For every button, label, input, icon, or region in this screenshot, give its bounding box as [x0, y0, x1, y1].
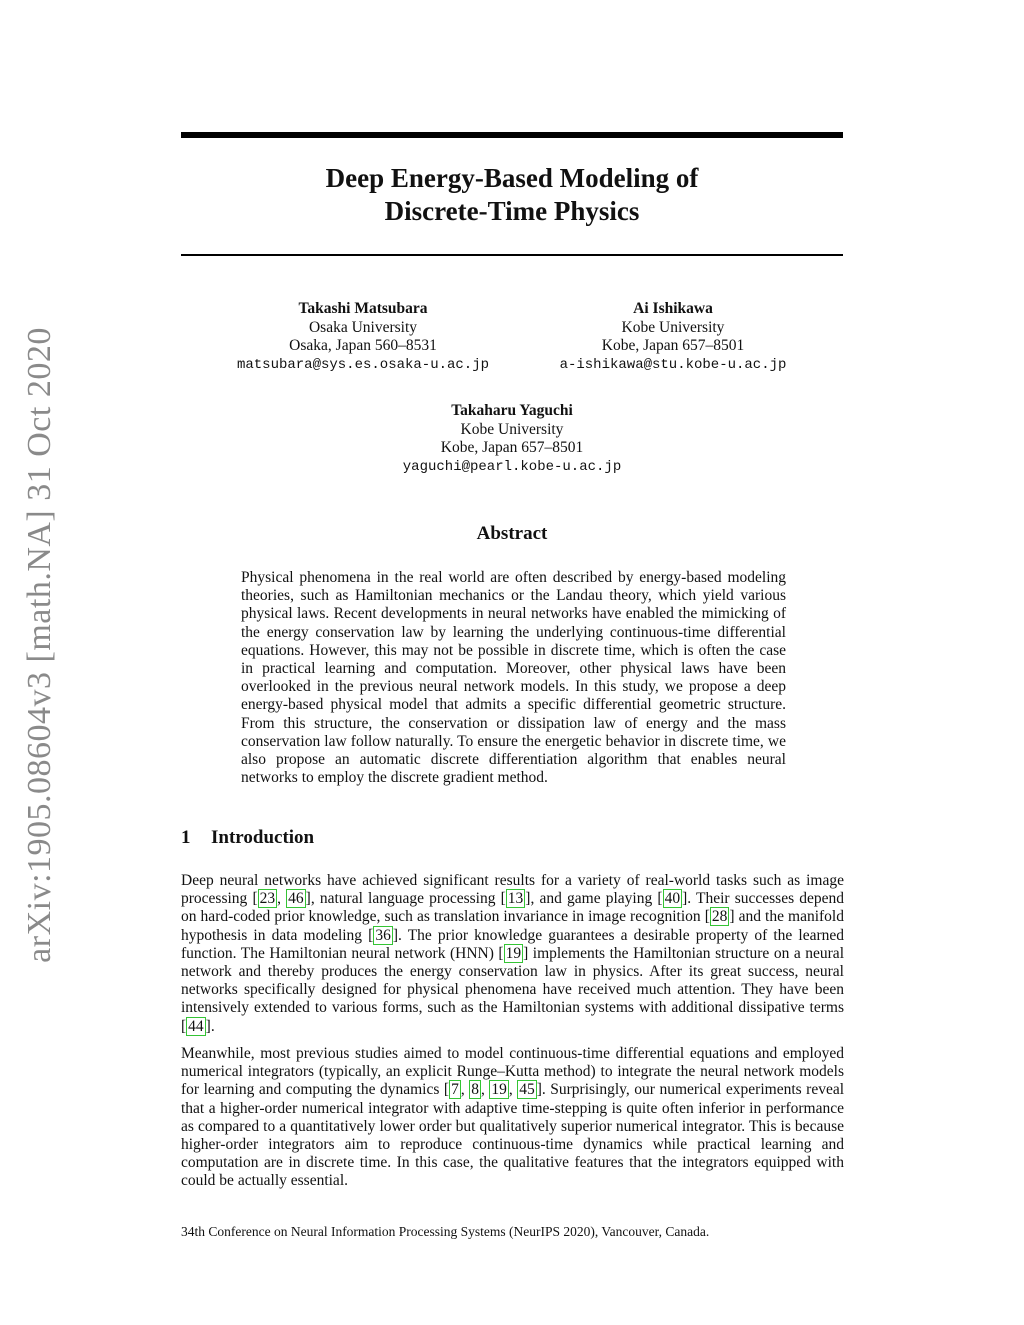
body-text: ]. The prior knowledge guarantees a desirable property of the learned function. The Hamiltonian neural network (HNN) [	[181, 926, 844, 962]
intro-paragraph-1	[181, 872, 844, 1036]
citation-link[interactable]: 44	[188, 1017, 204, 1035]
title-line-2: Discrete-Time Physics	[384, 196, 640, 226]
author-address: Osaka, Japan 560–8531	[289, 337, 437, 354]
citation-link[interactable]: 13	[507, 890, 524, 908]
body-text: Deep neural networks have achieved significant results for a variety of real-world tasks such as image processing [	[181, 872, 844, 908]
author-name: Ai Ishikawa	[633, 300, 713, 317]
author-name: Takaharu Yaguchi	[451, 402, 573, 419]
author-email[interactable]: a-ishikawa@stu.kobe-u.ac.jp	[559, 356, 787, 373]
author-block	[193, 300, 533, 374]
author-block	[503, 300, 843, 374]
citation-link[interactable]: 19	[491, 1081, 507, 1099]
conference-footnote: 34th Conference on Neural Information Processing Systems (NeurIPS 2020), Vancouver, Canada.	[181, 1224, 710, 1239]
body-text: ,	[277, 890, 287, 908]
title-rule-top	[181, 132, 843, 138]
body-text: ] implements the Hamiltonian structure on a neural network and thereby produces the energy conservation law in physics. After its great success, neural networks specifically designed for physical phenomena have received much attention. They have been intensively extended to various forms, such as the Hamiltonian systems with additional dissipative terms [	[181, 944, 844, 1035]
body-text: ], natural language processing [	[305, 890, 506, 908]
arxiv-id: arXiv:1905.08604v3 [math.NA] 31 Oct 2020	[21, 327, 58, 963]
author-email[interactable]: yaguchi@pearl.kobe-u.ac.jp	[402, 458, 622, 475]
citation-link[interactable]: 8	[471, 1081, 479, 1099]
citation-link[interactable]: 45	[519, 1081, 535, 1099]
body-text: ] and the manifold hypothesis in data modeling [	[181, 908, 844, 944]
author-affiliation: Kobe University	[460, 420, 564, 438]
author-email[interactable]: matsubara@sys.es.osaka-u.ac.jp	[236, 356, 490, 373]
intro-paragraph-2	[181, 1045, 844, 1191]
body-text: ,	[508, 1081, 518, 1099]
body-text: ,	[480, 1081, 490, 1099]
author-address: Kobe, Japan 657–8501	[440, 439, 584, 456]
arxiv-stamp	[12, 327, 68, 963]
author-block	[342, 402, 682, 476]
body-text: ,	[460, 1081, 470, 1099]
author-address: Kobe, Japan 657–8501	[601, 337, 745, 354]
citation-link[interactable]: 7	[451, 1081, 459, 1099]
author-name: Takashi Matsubara	[298, 300, 428, 317]
abstract-text: Physical phenomena in the real world are often described by energy-based modeling theories, such as Hamiltonian mechanics or the Landau theory, which yield various physical laws. Recent developments in neural networks have enabled the mimicking of the energy conservation law by learning the underlying continuous-time differential equations. However, this may not be possible in discrete time, which is often the case in practical learning and computation. Moreover, other physical laws have been overlooked in the previous neural network models. In this study, we propose a deep energy-based physical model that admits a specific differential geometric structure. From this structure, the conservation or dissipation law of energy and the mass conservation law follow naturally. To ensure the energetic behavior in discrete time, we also propose an automatic discrete differentiation algorithm that enables neural networks to employ the discrete gradient method.	[241, 569, 786, 787]
section-number: 1	[181, 827, 191, 848]
body-text: ]. Surprisingly, our numerical experiments reveal that a higher-order numerical integrator with adaptive time-stepping is quite often inferior in performance as compared to a quantitatively lower order but qualitatively superior numerical integrator. This is because higher-order integrators aim to reproduce continuous-time dynamics while practical learning and computation are in discrete time. In this case, the qualitative features that the integrators equipped with could be actually essential.	[181, 1081, 845, 1190]
author-affiliation: Kobe University	[621, 318, 725, 336]
body-text: ], and game playing [	[525, 890, 663, 908]
citation-link[interactable]: 36	[375, 926, 391, 944]
body-text: Meanwhile, most previous studies aimed to model continuous-time differential equations and employed numerical integrators (typically, an explicit Runge–Kutta method) to integrate the neural network models for learning and computing the dynamics [	[181, 1045, 844, 1099]
abstract-heading: Abstract	[476, 523, 548, 544]
citation-link[interactable]: 28	[711, 908, 728, 926]
citation-link[interactable]: 46	[288, 890, 304, 908]
section-heading	[181, 827, 314, 849]
title-line-1: Deep Energy-Based Modeling of	[325, 163, 699, 193]
body-text: ].	[205, 1017, 215, 1035]
body-text: ]. Their successes depend on hard-coded prior knowledge, such as translation invariance in image recognition [	[181, 890, 845, 926]
section-title: Introduction	[211, 827, 315, 848]
author-affiliation: Osaka University	[308, 318, 418, 336]
citation-link[interactable]: 19	[505, 944, 522, 962]
title-rule-bottom	[181, 254, 843, 256]
paper-title	[181, 162, 843, 228]
citation-link[interactable]: 40	[664, 890, 681, 908]
citation-link[interactable]: 23	[259, 890, 276, 908]
